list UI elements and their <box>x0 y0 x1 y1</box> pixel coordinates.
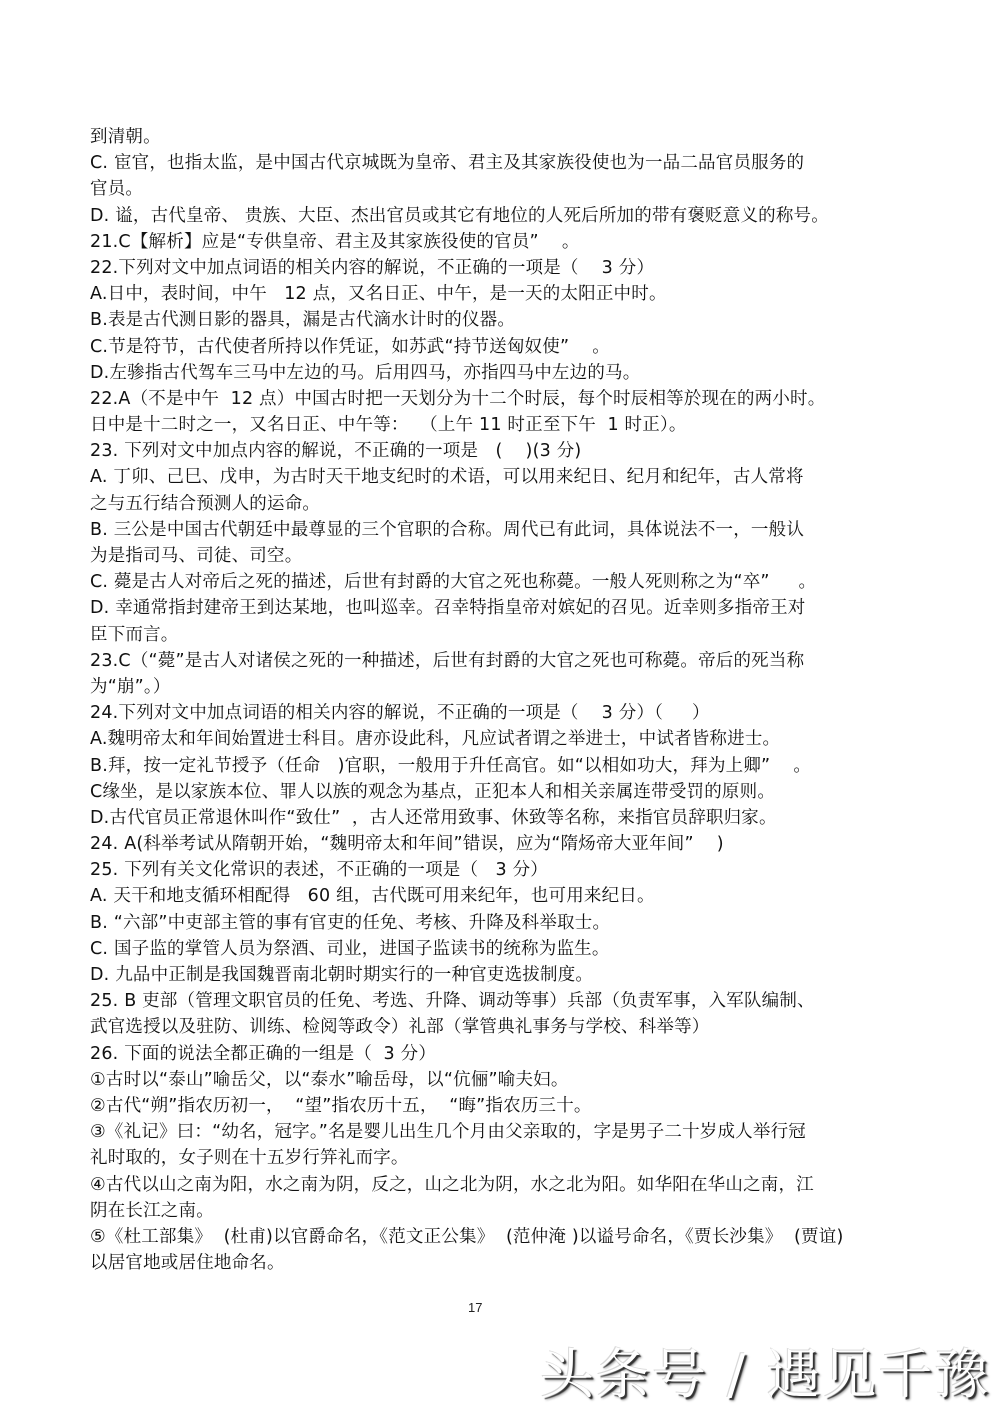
text-line: 为是指司马、司徒、司空。 <box>90 546 303 566</box>
answer-24: 24. A(科举考试从隋朝开始，“魏明帝太和年间”错误，应为“隋炀帝大亚年间” ) <box>90 834 724 855</box>
text-line: 礼时取的，女子则在十五岁行笄礼而字。 <box>90 1148 409 1169</box>
statement-2: ②古代“朔”指农历初一， “望”指农历十五， “晦”指农历三十。 <box>90 1095 592 1116</box>
option-c-line: C. 国子监的掌管人员为祭酒、司业，进国子监读书的统称为监生。 <box>90 938 610 959</box>
watermark: 头条号 / 遇见千豫 <box>540 1343 991 1406</box>
answer-25: 25. B 吏部（管理文职官员的任免、考选、升降、调动等事）兵部（负责军事，入军队编制、 <box>90 991 815 1012</box>
option-a-line: A. 天干和地支循环相配得 60 组，古代既可用来纪年，也可用来纪日。 <box>90 886 655 907</box>
option-b-line: B.表是古代测日影的器具，漏是古代滴水计时的仪器。 <box>90 310 516 331</box>
option-d-line: D.古代官员正常退休叫作“致仕” ，古人还常用致事、休致等名称，来指官员辞职归家。 <box>90 807 777 828</box>
question-22: 22.下列对文中加点词语的相关内容的解说，不正确的一项是（ 3 分） <box>90 257 655 278</box>
text-line: 臣下而言。 <box>90 624 179 645</box>
page-number: 17 <box>468 1300 483 1315</box>
text-line: 之与五行结合预测人的运命。 <box>90 493 321 514</box>
question-26: 26. 下面的说法全都正确的一组是（ 3 分） <box>90 1043 437 1064</box>
option-c-line: C. 宦官，也指太监，是中国古代京城既为皇帝、君主及其家族役使也为一品二品官员服务的 <box>90 153 805 174</box>
option-d-line: D.左骖指古代驾车三马中左边的马。后用四马，亦指四马中左边的马。 <box>90 362 641 383</box>
statement-3: ③《礼记》曰：“幼名，冠字。”名是婴儿出生几个月由父亲取的，字是男子二十岁成人举行冠 <box>90 1122 806 1143</box>
answer-21: 21.C【解析】应是“专供皇帝、君主及其家族役使的官员” 。 <box>90 231 580 252</box>
question-24: 24.下列对文中加点词语的相关内容的解说，不正确的一项是（ 3 分）（ ） <box>90 703 710 724</box>
text-line: 到清朝。 <box>90 127 161 147</box>
option-b-line: B.拜，按一定礼节授予（任命 )官职，一般用于升任高官。如“以相如功大，拜为上卿” 。 <box>90 755 812 776</box>
option-c-line: C缘坐，是以家族本位、罪人以族的观念为基点，正犯本人和相关亲属连带受罚的原则。 <box>90 781 776 802</box>
statement-1: ①古时以“泰山”喻岳父，以“泰水”喻岳母，以“伉俪”喻夫妇。 <box>90 1069 569 1090</box>
option-d-line: D. 幸通常指封建帝王到达某地，也叫巡幸。召幸特指皇帝对嫔妃的召见。近幸则多指帝王对 <box>90 598 806 619</box>
question-23: 23. 下列对文中加点内容的解说，不正确的一项是 ( )(3 分) <box>90 441 582 462</box>
text-line: 官员。 <box>90 179 144 200</box>
answer-23: 23.C（“薨”是古人对诸侯之死的一种描述，后世有封爵的大官之死也可称薨。帝后的死当称 <box>90 650 805 671</box>
option-a-line: A. 丁卯、己巳、戊申，为古时天干地支纪时的术语，可以用来纪日、纪月和纪年，古人常将 <box>90 467 804 488</box>
question-25: 25. 下列有关文化常识的表述，不正确的一项是（ 3 分） <box>90 860 548 881</box>
option-d-line: D. 九品中正制是我国魏晋南北朝时期实行的一种官吏选拔制度。 <box>90 965 594 985</box>
statement-5: ⑤《杜工部集》 (杜甫)以官爵命名，《范文正公集》 (范仲淹 )以谥号命名，《贾长沙集》 (贾谊) <box>90 1226 844 1247</box>
text-line: 武官选授以及驻防、训练、检阅等政令）礼部（掌管典礼事务与学校、科举等） <box>90 1017 710 1038</box>
option-a-line: A.魏明帝太和年间始置进士科目。唐亦设此科，凡应试者谓之举进士，中试者皆称进士。 <box>90 729 781 750</box>
option-b-line: B. 三公是中国古代朝廷中最尊显的三个官职的合称。周代已有此词，具体说法不一，一般认 <box>90 519 805 540</box>
text-line: 阴在长江之南。 <box>90 1200 214 1221</box>
text-line: 以居官地或居住地命名。 <box>90 1253 285 1274</box>
answer-22: 22.A（不是中午 12 点）中国古时把一天划分为十二个时辰，每个时辰相等於现在的两小时。 <box>90 388 826 409</box>
option-c-line: C. 薨是古人对帝后之死的描述，后世有封爵的大官之死也称薨。一般人死则称之为“卒” 。 <box>90 572 817 593</box>
document-body <box>90 124 930 1276</box>
option-d-line: D. 谥，古代皇帝、 贵族、大臣、杰出官员或其它有地位的人死后所加的带有褒贬意义的称号。 <box>90 205 829 226</box>
option-a-line: A.日中，表时间，中午 12 点，又名日正、中午，是一天的太阳正中时。 <box>90 284 667 305</box>
text-line: 日中是十二时之一，又名日正、中午等： （上午 11 时正至下午 1 时正）。 <box>90 415 687 436</box>
text-line: 为“崩”。） <box>90 676 171 697</box>
option-b-line: B. “六部”中吏部主管的事有官吏的任免、考核、升降及科举取士。 <box>90 912 611 933</box>
statement-4: ④古代以山之南为阳，水之南为阴，反之，山之北为阴，水之北为阳。如华阳在华山之南，江 <box>90 1174 814 1195</box>
option-c-line: C.节是符节，古代使者所持以作凭证，如苏武“持节送匈奴使” 。 <box>90 336 610 357</box>
